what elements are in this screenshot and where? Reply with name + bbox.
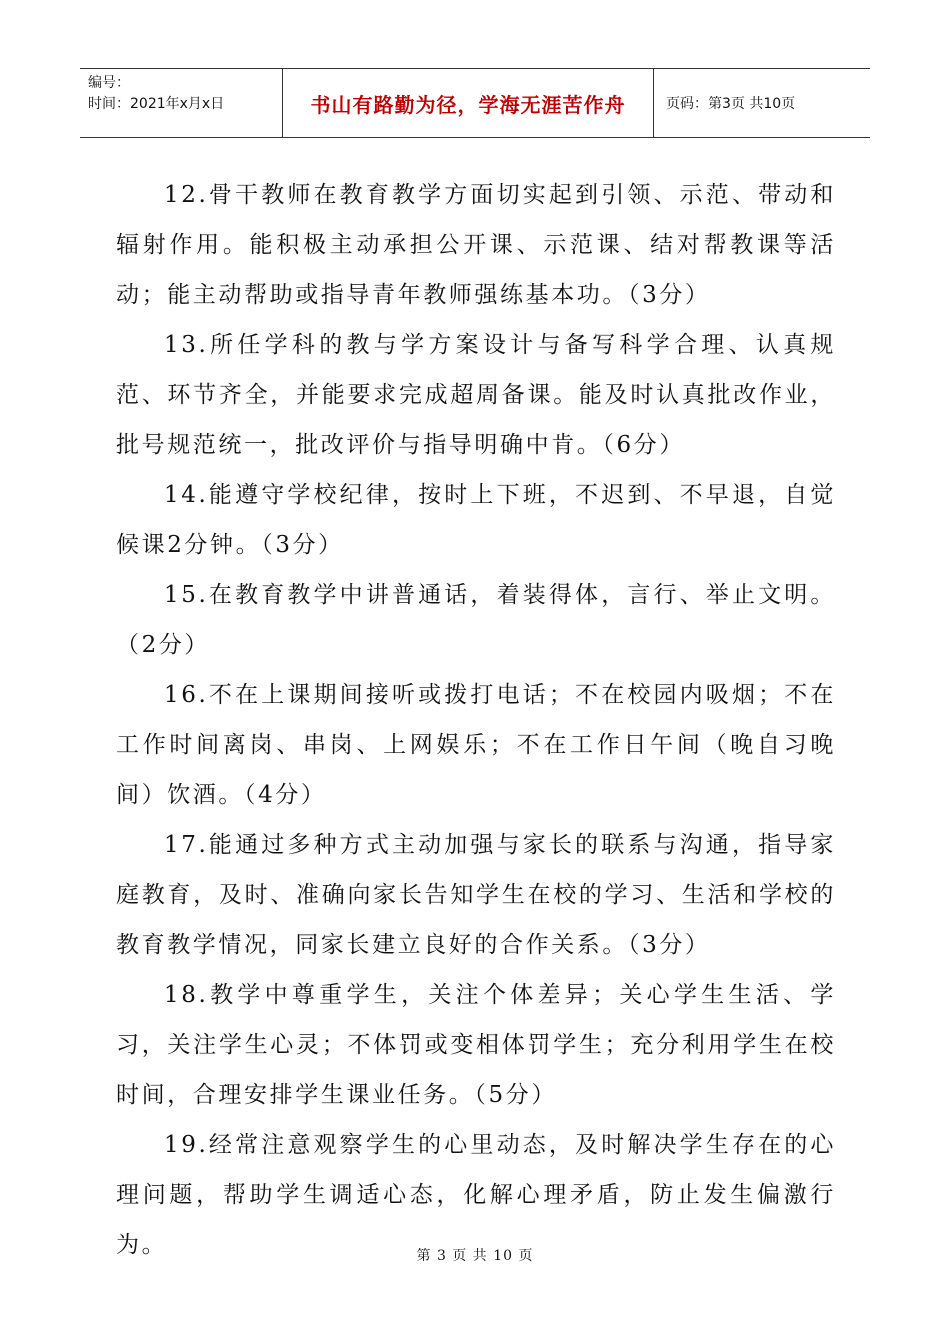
document-date: 时间：2021年x月x日	[88, 96, 225, 112]
page-footer: 第 3 页 共 10 页	[416, 1248, 534, 1264]
header-page-code: 页码：第3页 共10页	[666, 96, 796, 112]
document-number-label: 编号：	[88, 75, 130, 91]
document-body	[116, 170, 836, 1270]
page-header	[80, 68, 870, 138]
item-12: 12.骨干教师在教育教学方面切实起到引领、示范、带动和辐射作用。能积极主动承担公开课、示范课、结对帮教课等活动；能主动帮助或指导青年教师强练基本功。（3分）	[116, 182, 836, 308]
item-16: 16.不在上课期间接听或拨打电话；不在校园内吸烟；不在工作时间离岗、串岗、上网娱乐；不在工作日午间（晚自习晚间）饮酒。（4分）	[116, 682, 836, 808]
item-18: 18.教学中尊重学生，关注个体差异；关心学生生活、学习，关注学生心灵；不体罚或变相体罚学生；充分利用学生在校时间，合理安排学生课业任务。（5分）	[116, 982, 836, 1108]
item-14: 14.能遵守学校纪律，按时上下班，不迟到、不早退，自觉候课2分钟。（3分）	[116, 482, 836, 558]
item-19: 19.经常注意观察学生的心里动态，及时解决学生存在的心理问题，帮助学生调适心态，化解心理矛盾，防止发生偏激行为。	[116, 1132, 836, 1258]
item-15: 15.在教育教学中讲普通话，着装得体，言行、举止文明。（2分）	[116, 582, 836, 658]
item-13: 13.所任学科的教与学方案设计与备写科学合理、认真规范、环节齐全，并能要求完成超周备课。能及时认真批改作业，批号规范统一，批改评价与指导明确中肯。（6分）	[116, 332, 836, 458]
header-meta	[80, 69, 283, 137]
item-17: 17.能通过多种方式主动加强与家长的联系与沟通，指导家庭教育，及时、准确向家长告知学生在校的学习、生活和学校的教育教学情况，同家长建立良好的合作关系。（3分）	[116, 832, 836, 958]
header-motto: 书山有路勤为径，学海无涯苦作舟	[283, 69, 654, 137]
